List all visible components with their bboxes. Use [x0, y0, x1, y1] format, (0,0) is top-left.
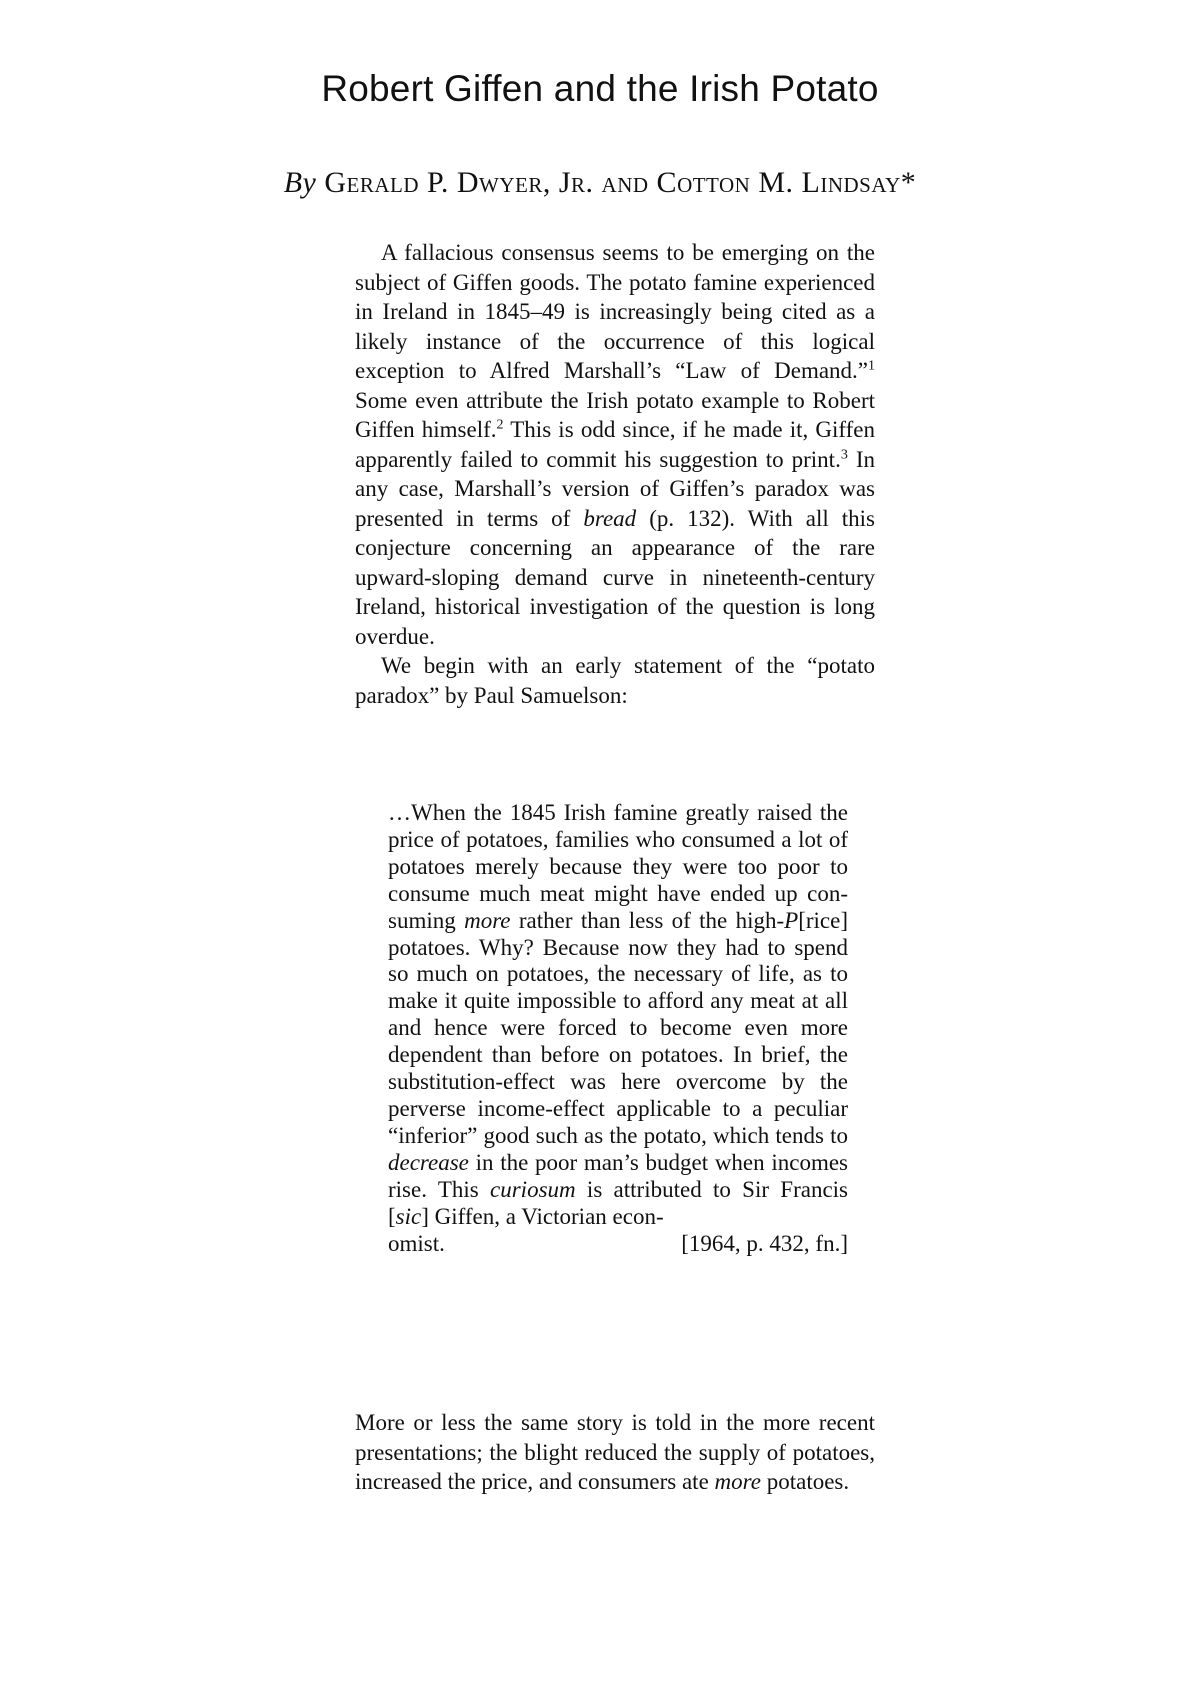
quote-citation-line — [388, 1231, 848, 1258]
text-run: ] Giffen, a Victorian econ- — [421, 1203, 664, 1229]
paragraph-closing — [355, 1408, 875, 1497]
emphasis-bread: bread — [583, 505, 637, 531]
text-run: potatoes. — [760, 1469, 850, 1494]
emphasis-more: more — [464, 907, 511, 933]
text-run: [rice] potatoes. Why? Because now they had to spend so much on potatoes, the necessary of life, as to make it quite impossible to afford any meat at all and hence were forced to become even more dependent than before on potatoes. In brief, the substitution-effect was here overcome by the perverse income-effect applicable to a peculiar “inferior” good such as the potato, which tends to — [388, 907, 849, 1148]
text-run: More or less the same story is told in the more recent presentations; the blight reduced the supply of potatoes, increased the price, and consumers ate — [355, 1410, 875, 1494]
text-run: In any case, Marshall’s version of Giffen’s paradox was presented in terms of — [355, 446, 875, 531]
emphasis-more: more — [714, 1469, 761, 1494]
text-run: A fallacious consensus seems to be emerging on the subject of Giffen goods. The potato famine experienced in Ireland in 1845–49 is increasingly being cited as a likely instance of the occurrence of this logical exception to Alfred Marshall’s “Law of Demand.” — [355, 240, 875, 383]
byline-prefix: By — [283, 166, 317, 199]
paragraph-samuelson-intro: We begin with an early statement of the “potato paradox” by Paul Samuelson: — [355, 653, 875, 708]
quote-body — [388, 800, 848, 1231]
intro-section — [355, 238, 875, 710]
text-run: …When the 1845 Irish famine greatly raised the price of potatoes, families who consumed a lot of potatoes merely because they were too poor to consume much meat might have ended up consuming — [388, 800, 848, 933]
emphasis-curiosum: curiosum — [490, 1176, 576, 1202]
emphasis-sic: sic — [395, 1203, 422, 1229]
paragraph-intro — [355, 238, 875, 651]
quote-last-word: omist. — [388, 1230, 445, 1256]
text-run: This is odd since, if he made it, Giffen apparently failed to commit his suggestion to print. — [355, 417, 875, 472]
samuelson-quote — [388, 800, 848, 1257]
text-run: is attributed to Sir Francis [ — [388, 1176, 848, 1229]
author-names: Gerald P. Dwyer, Jr. and Cotton M. Lindsay* — [324, 166, 917, 199]
closing-section — [355, 1408, 875, 1497]
quote-citation: [1964, p. 432, fn.] — [681, 1230, 848, 1256]
author-byline — [0, 166, 1200, 200]
article-title: Robert Giffen and the Irish Potato — [321, 68, 879, 109]
text-run: in the poor man’s budget when incomes rise. This — [388, 1149, 848, 1202]
text-run: (p. 132). With all this conjecture concerning an appearance of the rare upward-sloping demand curve in nineteenth-century Ireland, historical investigation of the question is long overdue. — [355, 505, 875, 649]
emphasis-decrease: decrease — [388, 1149, 469, 1175]
footnote-ref-1[interactable]: 1 — [868, 358, 875, 374]
text-run: rather than less of the high- — [510, 907, 785, 933]
footnote-ref-3[interactable]: 3 — [840, 446, 848, 462]
text-run: Some even attribute the Irish potato example to Robert Giffen himself. — [355, 387, 875, 442]
emphasis-p: P — [784, 907, 799, 933]
footnote-ref-2[interactable]: 2 — [496, 417, 504, 433]
